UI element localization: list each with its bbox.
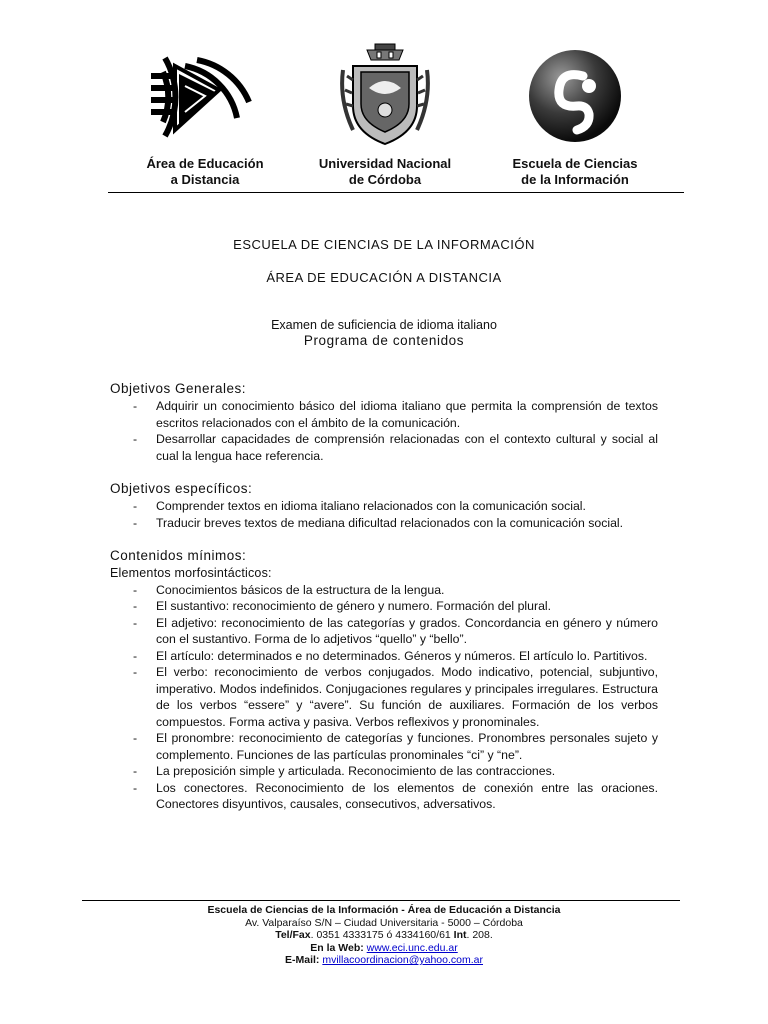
list-item: - El adjetivo: reconocimiento de las categorías y grados. Concordancia en género y número con el sustantivo. Forma de lo adjetivos “quello” y “bello”. xyxy=(110,615,658,648)
tel-label: Tel/Fax xyxy=(275,929,311,941)
logo-caption-line1: Universidad Nacional xyxy=(318,156,452,171)
logo-caption-line1: Área de Educación xyxy=(146,156,264,171)
general-objectives-heading: Objetivos Generales: xyxy=(110,381,247,396)
list-item: - El artículo: determinados e no determinados. Géneros y números. El artículo lo. Partitivos. xyxy=(110,648,658,665)
list-item: - Conocimientos básicos de la estructura de la lengua. xyxy=(110,582,658,599)
list-item: - Adquirir un conocimiento básico del idioma italiano que permita la comprensión de textos escritos relacionados con el ámbito de la comunicación. xyxy=(110,398,658,431)
exam-subtitle: Examen de suficiencia de idioma italiano xyxy=(271,318,497,332)
logo-caption-line2: de Córdoba xyxy=(348,172,422,187)
specific-objectives-list xyxy=(110,498,658,531)
int-value: . 208. xyxy=(466,929,493,941)
logo-area-educacion xyxy=(110,40,300,188)
contents-heading: Contenidos mínimos: xyxy=(110,548,247,563)
broadcast-logo-icon xyxy=(110,40,300,152)
specific-objectives-heading: Objetivos específicos: xyxy=(110,481,253,496)
list-item: - El sustantivo: reconocimiento de género y numero. Formación del plural. xyxy=(110,598,658,615)
footer-address: Av. Valparaíso S/N – Ciudad Universitaria - 5000 – Córdoba xyxy=(245,916,523,929)
program-subtitle: Programa de contenidos xyxy=(303,333,465,348)
eci-sphere-logo-icon xyxy=(480,40,670,152)
list-item: - Los conectores. Reconocimiento de los elementos de conexión entre las oraciones. Conectores disyuntivos, causales, consecutivos, adversativos. xyxy=(110,780,658,813)
contents-list xyxy=(110,582,658,813)
area-title: ÁREA DE EDUCACIÓN A DISTANCIA xyxy=(266,270,502,285)
footer xyxy=(82,904,686,967)
list-item: - Comprender textos en idioma italiano relacionados con la comunicación social. xyxy=(110,498,658,515)
contents-subheading: Elementos morfosintácticos: xyxy=(110,566,272,580)
tel-value: . 0351 4333175 ó 4334160/61 xyxy=(310,929,454,941)
logo-universidad xyxy=(290,40,480,188)
header-divider xyxy=(108,192,684,193)
footer-school-line: Escuela de Ciencias de la Información - Área de Educación a Distancia xyxy=(207,904,561,916)
web-link[interactable]: www.eci.unc.edu.ar xyxy=(366,941,458,954)
logo-caption-line2: a Distancia xyxy=(170,172,240,187)
footer-phone xyxy=(82,929,686,942)
university-crest-icon xyxy=(290,40,480,152)
email-link[interactable]: mvillacoordinacion@yahoo.com.ar xyxy=(322,954,483,966)
logo-caption-line1: Escuela de Ciencias xyxy=(512,156,638,171)
logo-escuela xyxy=(480,40,670,188)
school-title: ESCUELA DE CIENCIAS DE LA INFORMACIÓN xyxy=(233,237,535,252)
general-objectives-list xyxy=(110,398,658,464)
list-item: - Desarrollar capacidades de comprensión relacionadas con el contexto cultural y social al cual la lengua hace referencia. xyxy=(110,431,658,464)
document-body xyxy=(110,380,658,813)
web-label: En la Web: xyxy=(310,941,364,954)
list-item: - El verbo: reconocimiento de verbos conjugados. Modo indicativo, potencial, subjuntivo, imperativo. Modos indefinidos. Conjugaciones regulares y principales irregulares. Estructura de los verbos “essere” y “avere”. Su función de auxiliares. Formación de los verbos compuestos. Forma activa y pasiva. Verbos reflexivos y pronominales. xyxy=(110,664,658,730)
header-logos xyxy=(110,40,670,190)
int-label: Int xyxy=(453,929,467,941)
list-item: - El pronombre: reconocimiento de categorías y funciones. Pronombres personales sujeto y complemento. Funciones de las partículas pronominales “ci” y “ne”. xyxy=(110,730,658,763)
list-item: - Traducir breves textos de mediana dificultad relacionados con la comunicación social. xyxy=(110,515,658,532)
logo-caption-line2: de la Información xyxy=(521,172,629,187)
footer-email xyxy=(82,954,686,967)
email-label: E-Mail: xyxy=(285,954,320,966)
list-item: - La preposición simple y articulada. Reconocimiento de las contracciones. xyxy=(110,763,658,780)
footer-divider xyxy=(82,900,680,901)
footer-web xyxy=(82,942,686,955)
